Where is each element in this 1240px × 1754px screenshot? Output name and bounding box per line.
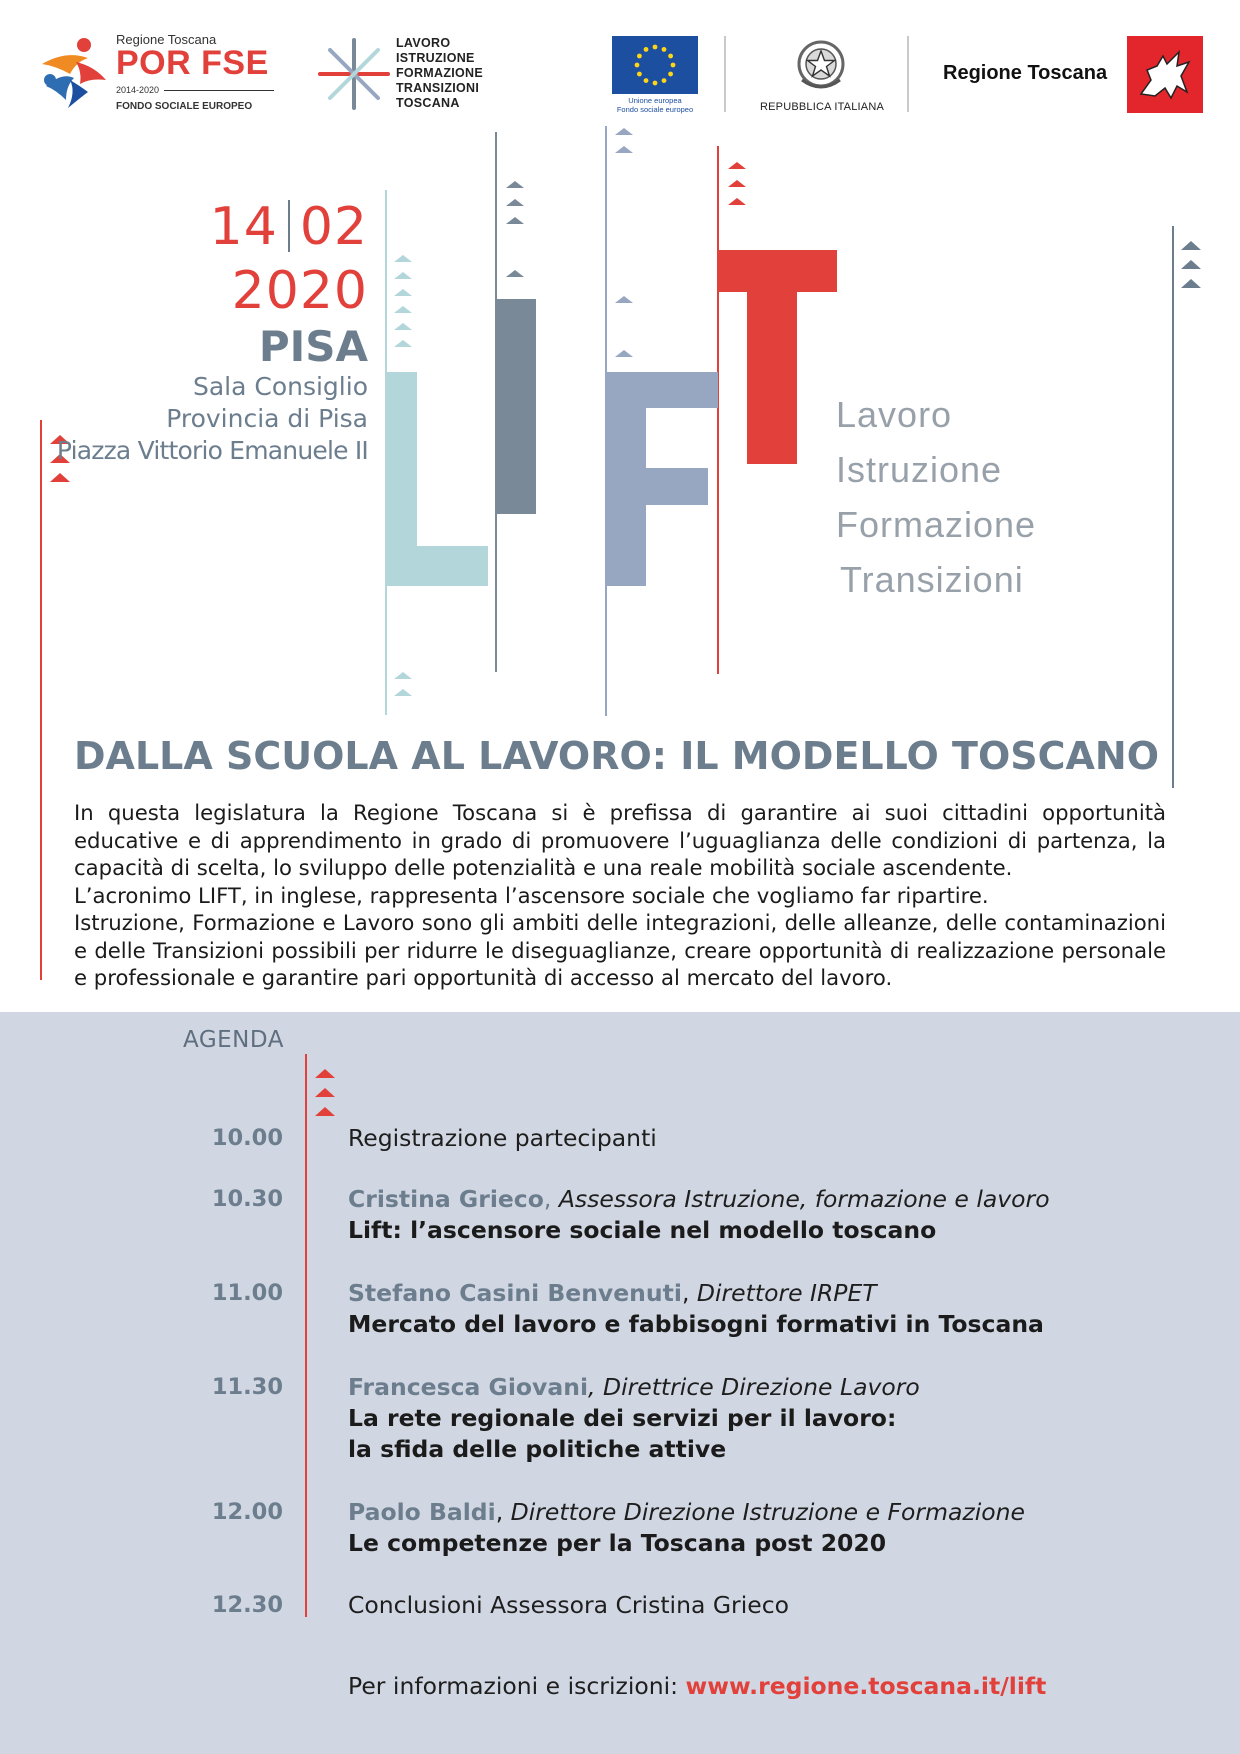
acronym-word-formazione: Formazione: [836, 504, 1037, 545]
lift-logo-word: ISTRUZIONE: [396, 51, 475, 65]
arrow-markers-icon: [393, 672, 413, 702]
agenda-speaker: Cristina Grieco: [348, 1185, 544, 1213]
lift-logo-word: FORMAZIONE: [396, 66, 484, 80]
decor-line-slate-right: [1172, 226, 1174, 788]
agenda-talk-title-cont: la sfida delle politiche attive: [348, 1435, 727, 1463]
agenda-item-text: Registrazione partecipanti: [348, 1124, 657, 1152]
agenda-separator: ,: [588, 1373, 603, 1401]
por-fse-region-label: Regione Toscana: [116, 32, 217, 47]
agenda-speaker: Francesca Giovani: [348, 1373, 589, 1401]
event-day: 14: [209, 197, 278, 257]
letter-l-shape: [387, 372, 488, 586]
intro-text: [74, 799, 1166, 992]
por-fse-years: 2014-2020: [116, 85, 160, 95]
event-venue-line-2: Provincia di Pisa: [166, 404, 368, 433]
logo-separator: [724, 36, 726, 112]
agenda-time: 10.30: [211, 1186, 283, 1212]
intro-paragraph: In questa legislatura la Regione Toscana si è prefissa di garantire ai suoi cittadini opportunità educative e di apprendimento in grado di promuovere l’uguaglianza delle condizioni di partenza, la capacità di scelta, lo sviluppo delle potenzialità e una reale mobilità sociale ascendente.: [74, 800, 1166, 880]
agenda-time: 11.30: [211, 1374, 283, 1400]
agenda-separator: ,: [495, 1498, 511, 1526]
agenda-label: AGENDA: [183, 1027, 284, 1053]
acronym-word-lavoro: Lavoro: [836, 394, 953, 435]
lift-star-icon: [316, 36, 392, 112]
arrow-markers-icon: [1180, 241, 1202, 291]
lift-logo-words: [396, 36, 483, 111]
por-fse-figures-icon: [36, 36, 110, 112]
agenda-time: 10.00: [211, 1125, 283, 1151]
event-city: PISA: [258, 322, 368, 371]
page-title: DALLA SCUOLA AL LAVORO: IL MODELLO TOSCANO: [74, 734, 1160, 778]
agenda-separator: ,: [681, 1279, 697, 1307]
info-label: Per informazioni e iscrizioni:: [348, 1672, 686, 1700]
por-fse-divider: [164, 90, 274, 91]
event-year: 2020: [231, 261, 368, 321]
pegasus-icon: [1127, 36, 1203, 113]
lift-logo-word: LAVORO: [396, 36, 451, 50]
arrow-markers-icon: [314, 1069, 336, 1119]
repubblica-label: REPUBBLICA ITALIANA: [759, 101, 885, 113]
agenda-item-text: Conclusioni Assessora Cristina Grieco: [348, 1591, 789, 1619]
intro-paragraph: L’acronimo LIFT, in inglese, rappresenta l’ascensore sociale che vogliamo far ripartire.: [74, 882, 989, 908]
acronym-word-transizioni: Transizioni: [840, 559, 1024, 600]
info-line: [348, 1672, 1046, 1700]
por-fse-title: POR FSE: [116, 44, 269, 82]
lift-logo-word: TRANSIZIONI: [396, 81, 480, 95]
intro-paragraph: Istruzione, Formazione e Lavoro sono gli ambiti delle integrazioni, delle alleanze, delle contaminazioni e delle Transizioni possibili per ridurre le diseguaglianze, creare opportunità di realizzazione personale e professionale e garantire pari opportunità di accesso al mercato del lavoro.: [74, 910, 1166, 990]
acronym-word-istruzione: Istruzione: [836, 449, 1003, 490]
agenda-speaker-line: [348, 1373, 920, 1401]
eu-label-2: Fondo sociale europeo: [616, 105, 694, 114]
agenda-talk-title: Mercato del lavoro e fabbisogni formativi in Toscana: [348, 1310, 1044, 1338]
date-divider: [288, 200, 290, 252]
agenda-timeline-line: [305, 1054, 307, 1617]
agenda-speaker: Stefano Casini Benvenuti: [348, 1279, 682, 1307]
lift-logo-word: TOSCANA: [396, 96, 460, 110]
info-link[interactable]: www.regione.toscana.it/lift: [685, 1672, 1047, 1700]
agenda-time: 12.30: [211, 1592, 283, 1618]
agenda-role: Assessora Istruzione, formazione e lavoro: [558, 1185, 1050, 1213]
arrow-markers-icon: [614, 128, 634, 158]
letter-t-shape: [719, 250, 837, 464]
logo-separator: [907, 36, 909, 112]
eu-label-1: Unione europea: [628, 96, 682, 105]
arrow-markers-icon: [505, 181, 525, 231]
agenda-separator: ,: [543, 1185, 559, 1213]
lift-big-letters: [385, 240, 845, 600]
agenda-speaker-line: [348, 1279, 877, 1307]
agenda-speaker-line: [348, 1498, 1025, 1526]
agenda-talk-title: Le competenze per la Toscana post 2020: [348, 1529, 887, 1557]
event-date-daymonth: [210, 196, 368, 258]
agenda-speaker: Paolo Baldi: [348, 1498, 496, 1526]
agenda-role: Direttore Direzione Istruzione e Formazione: [510, 1498, 1025, 1526]
event-venue-line-3: Piazza Vittorio Emanuele II: [56, 436, 368, 465]
agenda-time: 12.00: [211, 1499, 283, 1525]
por-fse-fund-label: FONDO SOCIALE EUROPEO: [116, 101, 253, 112]
letter-i-shape: [496, 299, 536, 514]
agenda-role: Direttore IRPET: [696, 1279, 877, 1307]
agenda-talk-title: La rete regionale dei servizi per il lavoro:: [348, 1404, 897, 1432]
decor-line-red-left: [40, 420, 42, 980]
event-month: 02: [299, 197, 368, 257]
agenda-talk-title: Lift: l’ascensore sociale nel modello toscano: [348, 1216, 937, 1244]
agenda-role: Direttrice Direzione Lavoro: [602, 1373, 920, 1401]
agenda-time: 11.00: [211, 1280, 283, 1306]
event-venue-line-1: Sala Consiglio: [192, 372, 368, 401]
agenda-speaker-line: [348, 1185, 1050, 1213]
italian-emblem-icon: [790, 34, 852, 96]
eu-flag-icon: [612, 36, 698, 94]
arrow-markers-icon: [727, 162, 747, 212]
regione-toscana-label: Regione Toscana: [943, 62, 1108, 84]
letter-f-shape: [606, 372, 718, 586]
